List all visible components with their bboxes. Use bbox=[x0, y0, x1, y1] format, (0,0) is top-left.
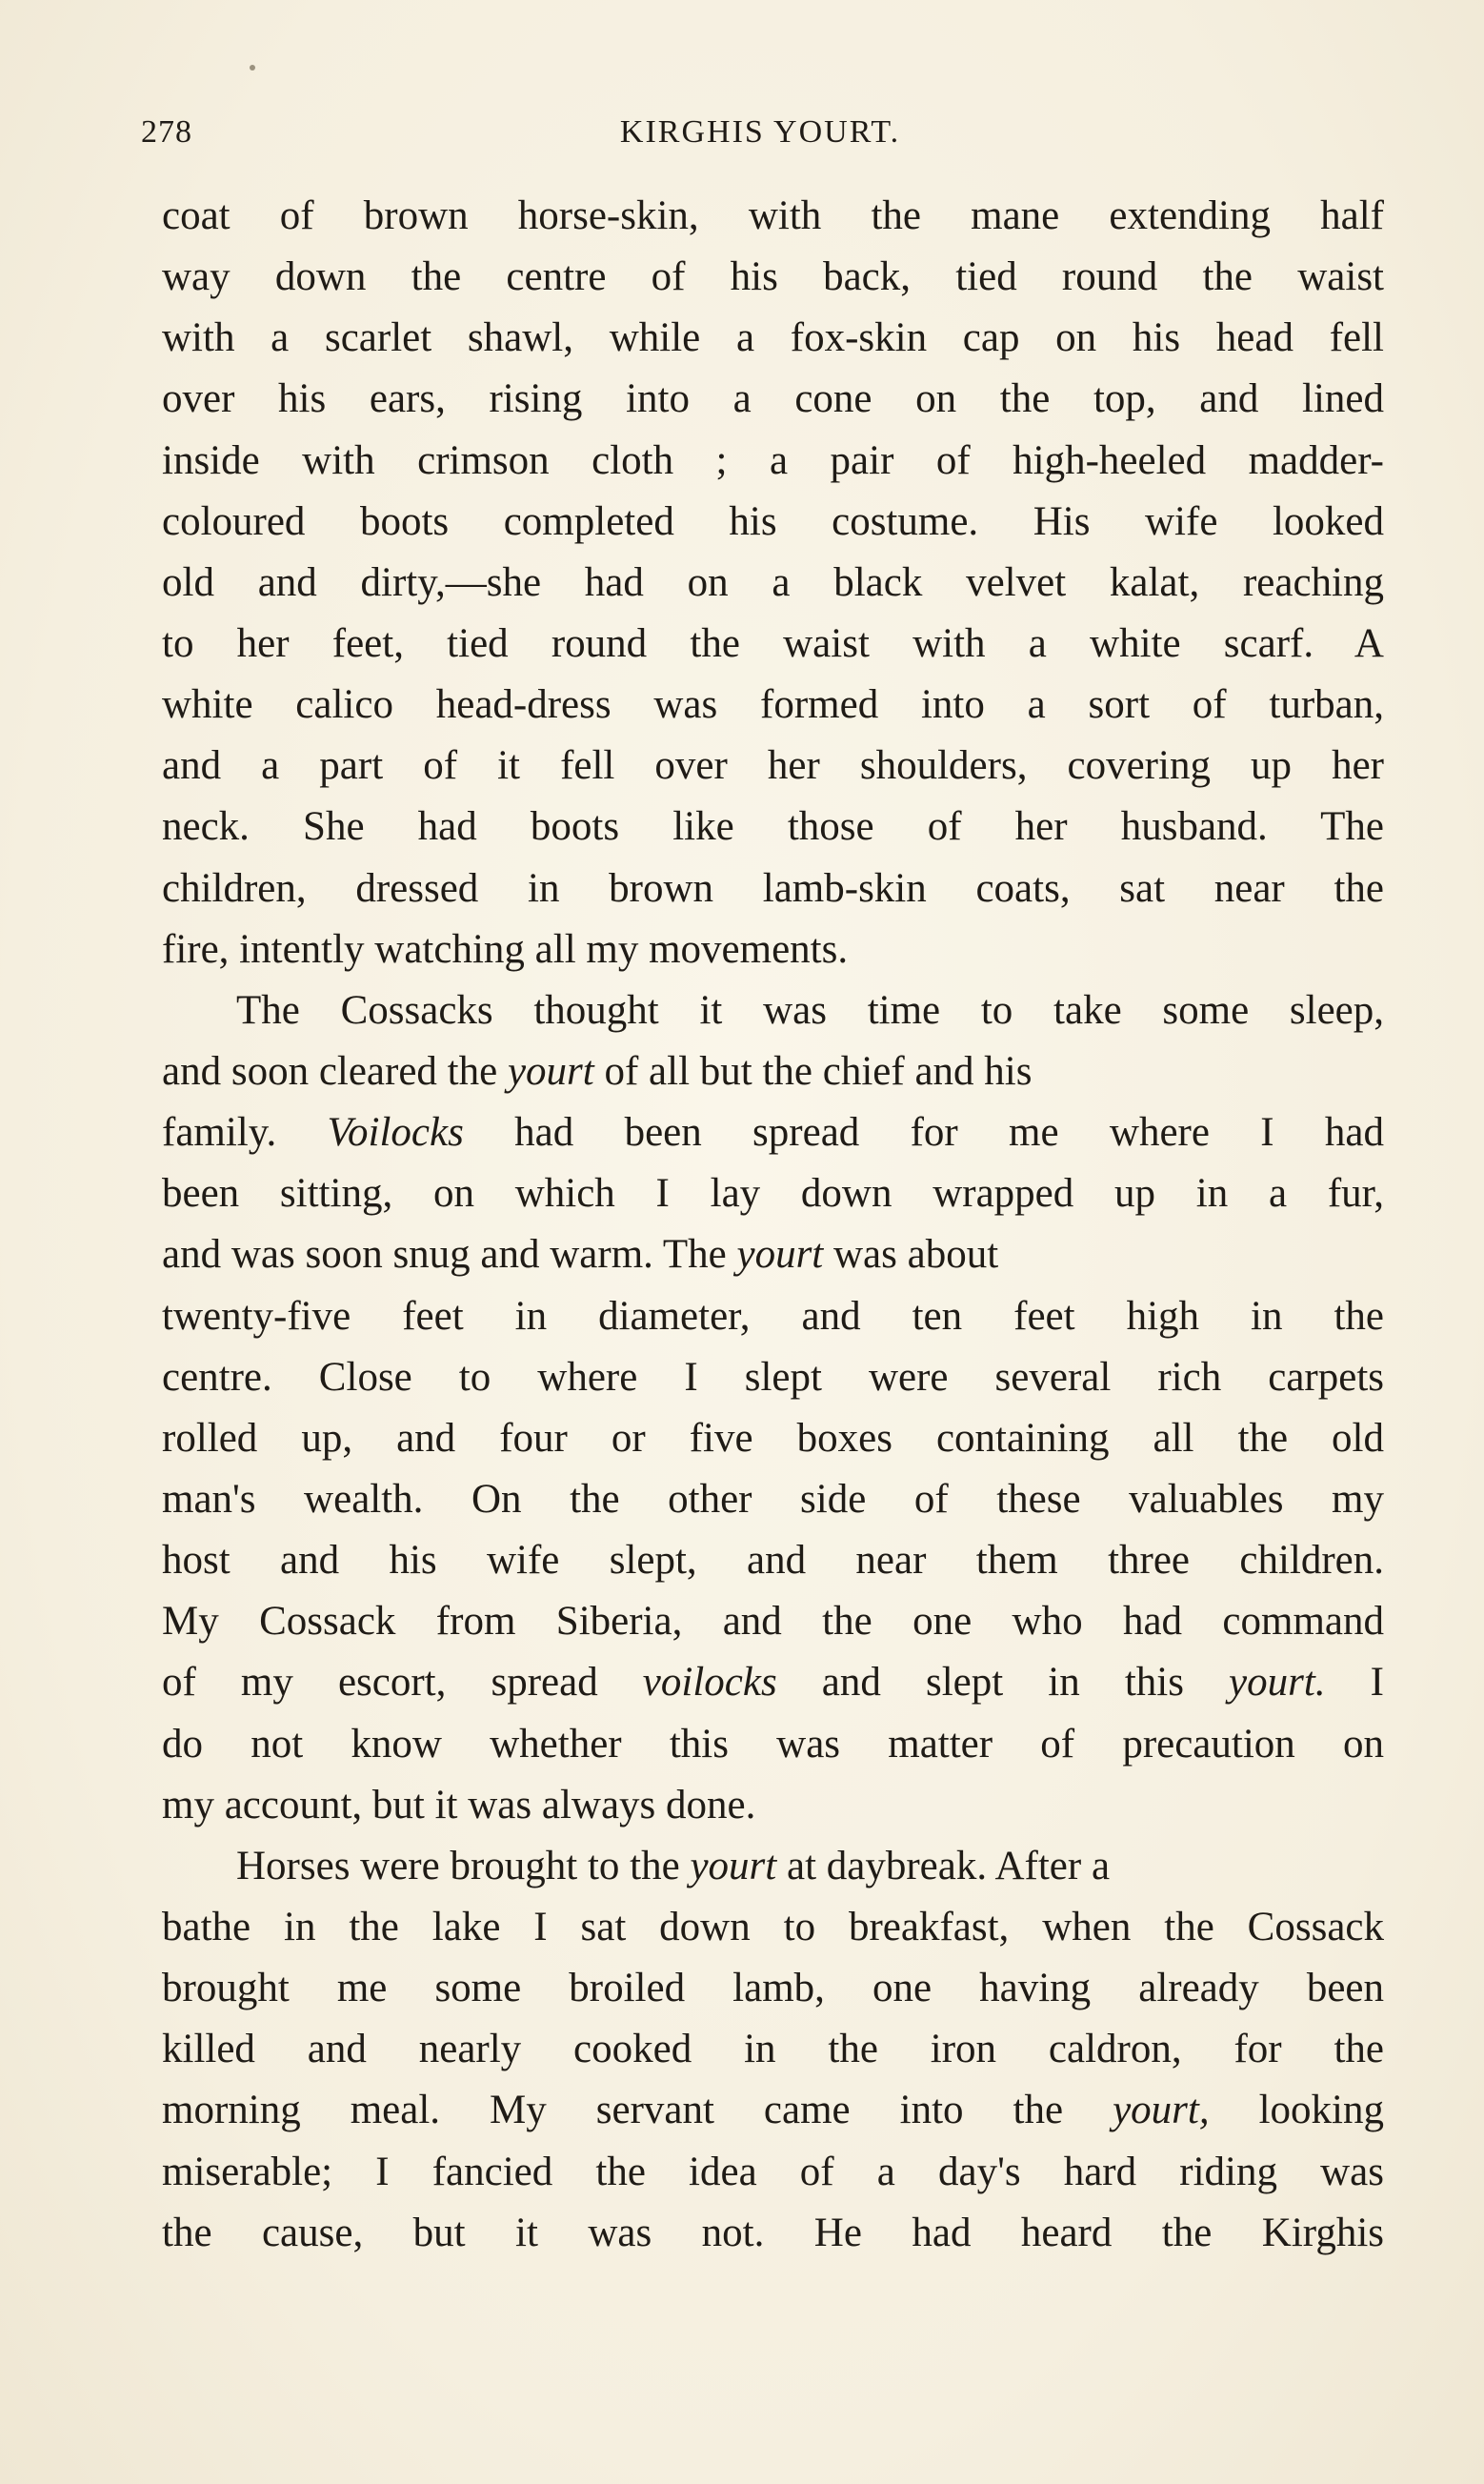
text-line: fire, intently watching all my movements. bbox=[162, 926, 849, 972]
text-line: Horses were brought to the yourt at daybreak. After a bbox=[236, 1843, 1111, 1888]
text-line: family. Voilocks had been spread for me where I had bbox=[162, 1110, 1384, 1156]
text-line: The Cossacks thought it was time to take some sleep, bbox=[236, 987, 1384, 1033]
text-line: to her feet, tied round the waist with a white scarf. A bbox=[162, 620, 1384, 666]
running-head bbox=[141, 114, 1379, 162]
text-line: my account, but it was always done. bbox=[162, 1782, 756, 1828]
text-line: and soon cleared the yourt of all but the chief and his bbox=[162, 1048, 1033, 1094]
text-line: inside with crimson cloth ; a pair of high-heeled madder- bbox=[162, 437, 1384, 483]
text-line: miserable; I fancied the idea of a day's hard riding was bbox=[162, 2149, 1384, 2194]
text-line: children, dressed in brown lamb-skin coats, sat near the bbox=[162, 865, 1384, 911]
text-line: My Cossack from Siberia, and the one who had command bbox=[162, 1599, 1384, 1645]
paper-speck bbox=[250, 65, 255, 71]
text-line: neck. She had boots like those of her husband. The bbox=[162, 804, 1384, 850]
running-title: KIRGHIS YOURT. bbox=[619, 114, 901, 150]
text-line: with a scarlet shawl, while a fox-skin cap on his head fell bbox=[162, 315, 1384, 361]
text-line: morning meal. My servant came into the yourt, looking bbox=[162, 2088, 1384, 2133]
text-line: and a part of it fell over her shoulders, covering up her bbox=[162, 743, 1384, 789]
text-line: coloured boots completed his costume. His wife looked bbox=[162, 498, 1384, 544]
text-line: old and dirty,—she had on a black velvet kalat, reaching bbox=[162, 559, 1384, 605]
text-line: man's wealth. On the other side of these valuables my bbox=[162, 1476, 1384, 1522]
text-line: and was soon snug and warm. The yourt was about bbox=[162, 1232, 999, 1278]
text-line: way down the centre of his back, tied round the waist bbox=[162, 254, 1384, 300]
text-line: twenty-five feet in diameter, and ten feet high in the bbox=[162, 1293, 1384, 1339]
page-number: 278 bbox=[141, 114, 192, 150]
text-line: brought me some broiled lamb, one having already been bbox=[162, 1966, 1384, 2011]
text-line: white calico head-dress was formed into a sort of turban, bbox=[162, 682, 1384, 728]
text-line: been sitting, on which I lay down wrapped up in a fur, bbox=[162, 1171, 1384, 1217]
text-line: bathe in the lake I sat down to breakfast, when the Cossack bbox=[162, 1904, 1384, 1949]
text-line: killed and nearly cooked in the iron caldron, for the bbox=[162, 2027, 1384, 2072]
text-line: the cause, but it was not. He had heard the Kirghis bbox=[162, 2210, 1384, 2255]
body-text bbox=[162, 186, 1384, 2264]
text-line: do not know whether this was matter of precaution on bbox=[162, 1721, 1384, 1767]
text-line: host and his wife slept, and near them three children. bbox=[162, 1538, 1384, 1584]
text-line: centre. Close to where I slept were several rich carpets bbox=[162, 1354, 1384, 1400]
text-line: coat of brown horse-skin, with the mane extending half bbox=[162, 193, 1384, 238]
text-line: over his ears, rising into a cone on the top, and lined bbox=[162, 376, 1384, 422]
text-line: rolled up, and four or five boxes containing all the old bbox=[162, 1415, 1384, 1461]
text-line: of my escort, spread voilocks and slept in this yourt. I bbox=[162, 1660, 1384, 1706]
